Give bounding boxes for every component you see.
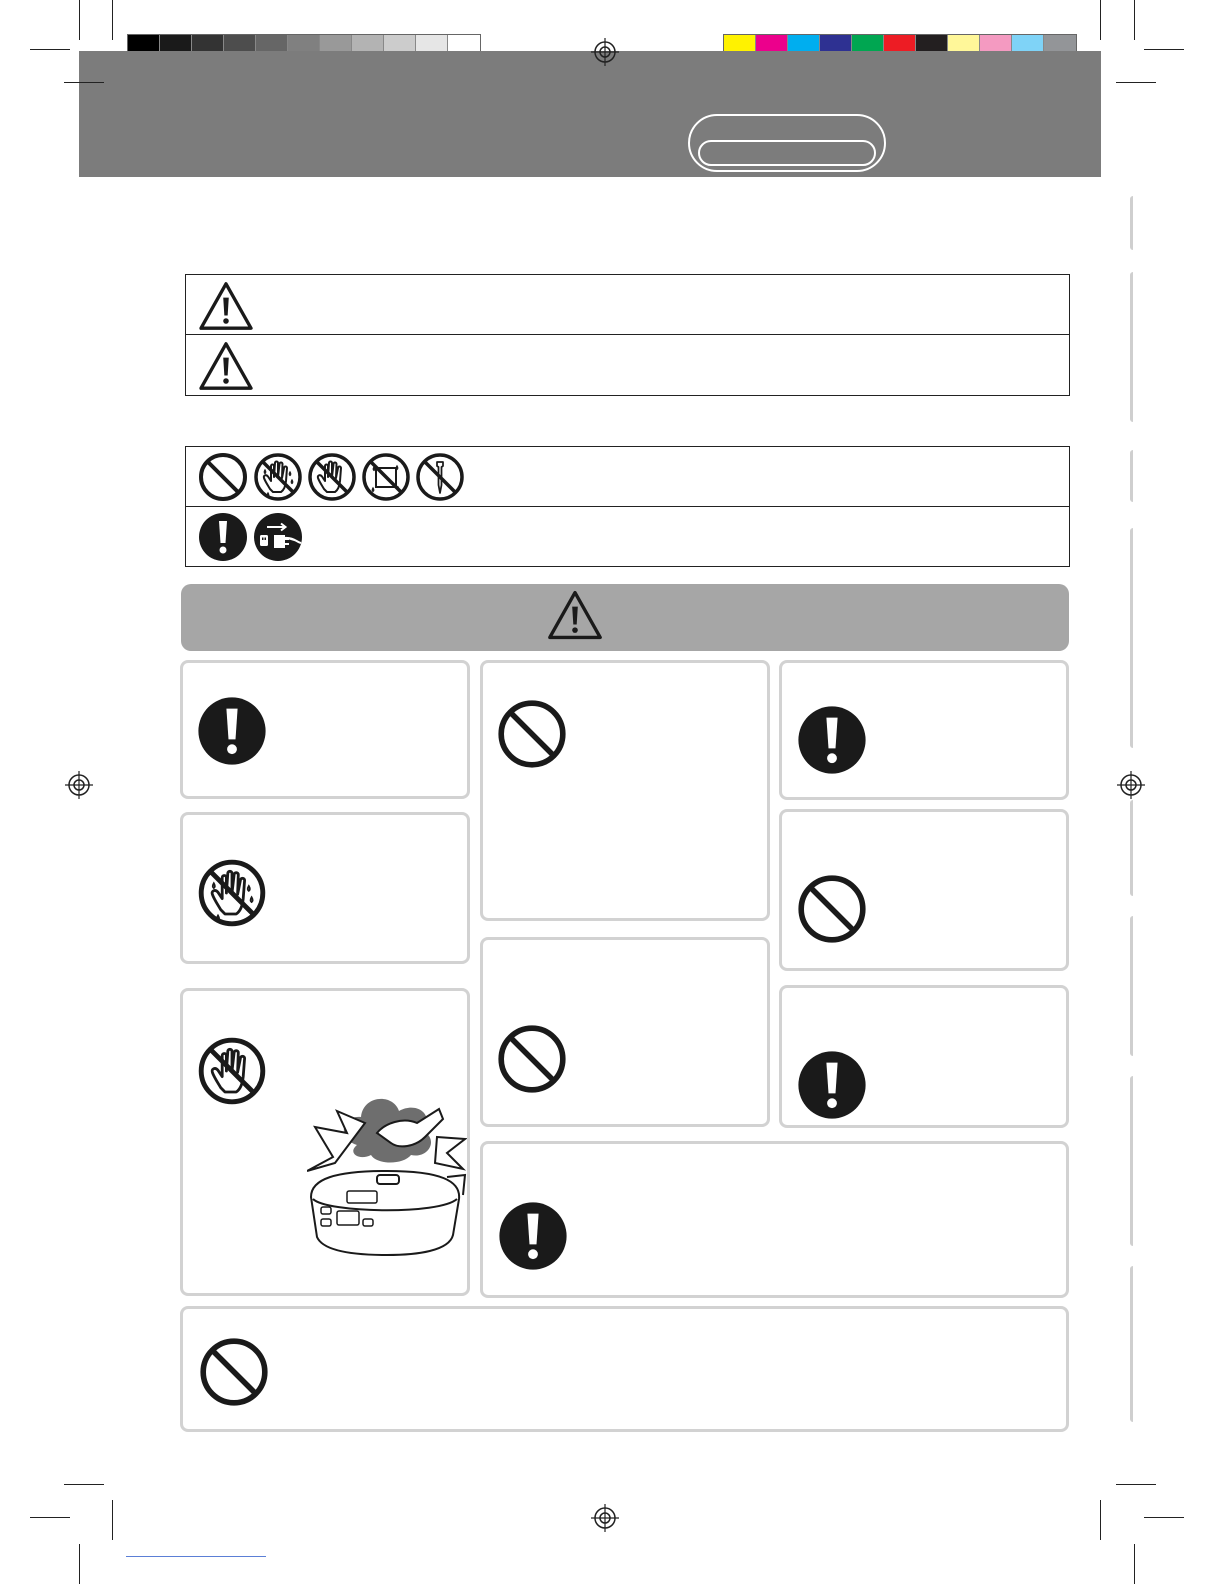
signal-word-legend [185,274,1070,396]
crop-mark [1134,0,1135,40]
crop-mark [79,1544,80,1584]
thumb-index-mark [1130,450,1138,502]
prohibited-icon [199,1337,269,1407]
prohibited-icon [497,699,567,769]
warning-card [779,809,1069,971]
mandatory-icon [198,512,248,562]
warning-card [480,937,770,1127]
legend-row-mandatory [186,507,1069,567]
legend-row-caution [186,335,1069,395]
thumb-index-mark [1130,916,1138,1056]
thumb-index-mark [1130,1266,1138,1422]
crop-mark [1116,82,1156,83]
no-wet-hands-icon [197,858,267,928]
warning-card [180,988,470,1296]
thumb-index-mark [1130,528,1138,748]
warning-card [180,660,470,799]
prohibited-icon [497,1024,567,1094]
crop-mark [30,1517,70,1518]
steam-vent-burn-illustration [307,1067,467,1257]
no-touch-icon [307,452,357,502]
prohibited-icon [797,874,867,944]
crop-mark [1134,1544,1135,1584]
warning-card [180,812,470,964]
crop-mark [1144,1517,1184,1518]
warning-triangle-icon [198,281,254,331]
warning-card [779,660,1069,800]
registration-mark-icon [591,1504,619,1532]
warning-card [779,985,1069,1128]
thumb-index-mark [1130,196,1138,250]
crop-mark [1116,1484,1156,1485]
registration-mark-icon [65,771,93,799]
warning-triangle-icon [198,341,254,391]
no-wet-hands-icon [253,452,303,502]
no-water-immersion-icon [361,452,411,502]
mandatory-icon [797,1050,867,1120]
header-tab-inner-outline [698,140,876,166]
crop-mark [1144,49,1184,50]
crop-mark [1100,0,1101,40]
warning-banner [181,584,1069,651]
thumb-index-mark [1130,272,1138,422]
symbol-legend [185,446,1070,567]
unplug-icon [253,512,303,562]
registration-mark-icon [591,38,619,66]
crop-mark [112,1500,113,1540]
crop-mark [64,1484,104,1485]
mandatory-icon [197,696,267,766]
legend-row-prohibited [186,447,1069,507]
header-band [79,51,1101,177]
footer-rule [126,1556,266,1557]
prohibited-icon [198,452,248,502]
no-touch-icon [197,1036,267,1106]
crop-mark [64,82,104,83]
legend-row-warning [186,275,1069,335]
crop-mark [30,49,70,50]
no-disassembly-icon [415,452,465,502]
mandatory-icon [797,705,867,775]
mandatory-icon [498,1201,568,1271]
warning-card [180,1306,1069,1432]
registration-mark-icon [1117,771,1145,799]
warning-card [480,660,770,921]
warning-card [480,1141,1069,1298]
warning-triangle-icon [547,589,603,641]
thumb-index-mark [1130,800,1138,896]
crop-mark [112,0,113,40]
crop-mark [79,0,80,40]
thumb-index-mark [1130,1076,1138,1246]
crop-mark [1100,1500,1101,1540]
